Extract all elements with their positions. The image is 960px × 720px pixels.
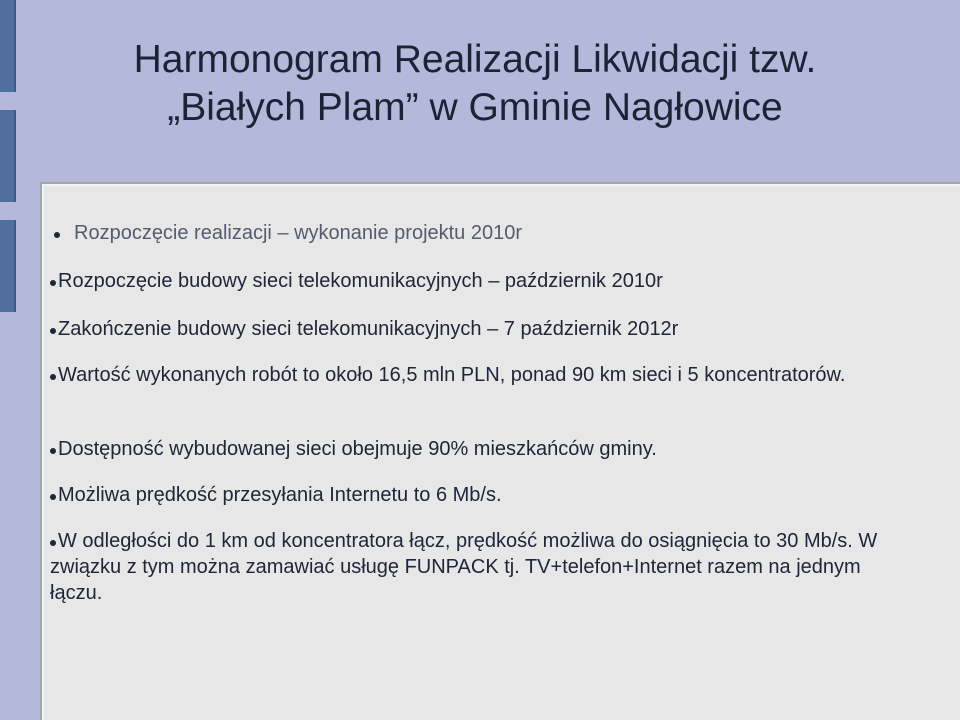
bullet-dot-icon bbox=[50, 540, 56, 546]
title-line-2: „Białych Plam” w Gminie Nagłowice bbox=[167, 86, 783, 129]
bullet-text: Możliwa prędkość przesyłania Internetu to 6 Mb/s. bbox=[58, 484, 502, 506]
bullet-text: Rozpoczęcie realizacji – wykonanie projektu 2010r bbox=[74, 222, 523, 244]
left-decorative-strip bbox=[0, 0, 22, 720]
strip-segment bbox=[0, 220, 16, 312]
bullet-text: Wartość wykonanych robót to około 16,5 mln PLN, ponad 90 km sieci i 5 koncentratorów. bbox=[58, 364, 846, 386]
bullet-dot-icon bbox=[50, 280, 56, 286]
strip-segment bbox=[0, 110, 16, 202]
bullet-dot-icon bbox=[50, 494, 56, 500]
content-panel bbox=[40, 182, 960, 720]
bullet-item bbox=[50, 482, 502, 508]
bullet-item bbox=[50, 316, 678, 342]
bullet-text: Rozpoczęcie budowy sieci telekomunikacyjnych – październik 2010r bbox=[58, 270, 663, 292]
bullet-text: W odległości do 1 km od koncentratora łącz, prędkość możliwa do osiągnięcia to 30 Mb/s. W związku z tym można zamawiać usługę FUNPACK tj. TV+telefon+Internet razem na jednym łączu. bbox=[50, 530, 878, 604]
bullet-dot-icon bbox=[54, 232, 60, 238]
bullet-item bbox=[50, 268, 663, 294]
bullet-dot-icon bbox=[50, 448, 56, 454]
bullet-text: Zakończenie budowy sieci telekomunikacyjnych – 7 październik 2012r bbox=[58, 318, 679, 340]
title-line-1: Harmonogram Realizacji Likwidacji tzw. bbox=[133, 38, 817, 81]
bullet-item bbox=[54, 220, 522, 246]
bullet-item bbox=[50, 436, 657, 462]
bullet-item bbox=[50, 362, 850, 388]
bullet-dot-icon bbox=[50, 328, 56, 334]
strip-segment bbox=[0, 0, 16, 92]
bullet-item bbox=[50, 528, 910, 606]
bullet-dot-icon bbox=[50, 374, 56, 380]
bullet-text: Dostępność wybudowanej sieci obejmuje 90% mieszkańców gminy. bbox=[58, 438, 657, 460]
slide-title bbox=[60, 36, 890, 132]
